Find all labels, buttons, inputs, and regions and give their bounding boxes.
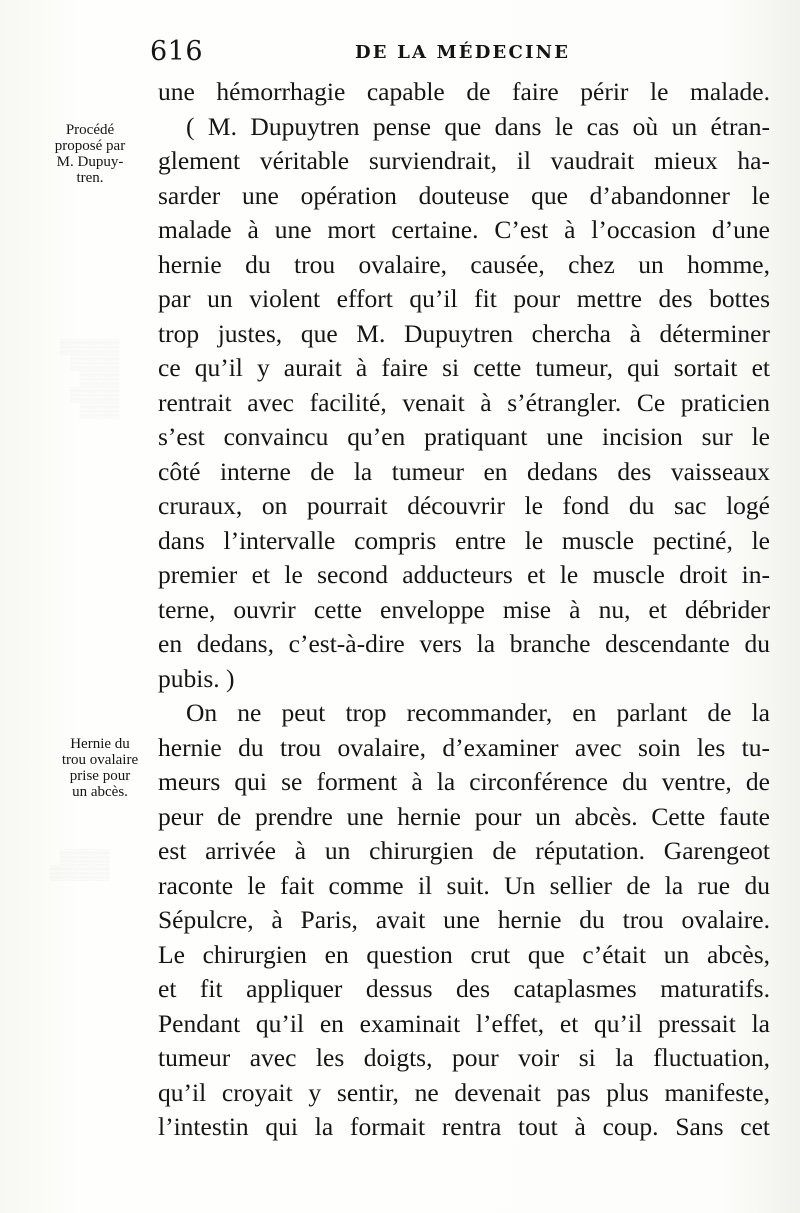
text-line: trop justes, que M. Dupuytren chercha à déterminer	[158, 318, 770, 348]
text-line: en dedans, c’est-à-dire vers la branche descendante du	[158, 629, 770, 658]
text-line: rentrait avec facilité, venait à s’étrangler. Ce praticien	[158, 387, 770, 417]
show-through-decoration: ▒▒▒▒▒ ▒▒▒▒▒▒	[50, 850, 110, 881]
text-line: ce qu’il y aurait à faire si cette tumeur, qui sortait et	[158, 353, 770, 382]
text-line: premier et le second adducteurs et le muscle droit in-	[158, 560, 770, 589]
text-line: cruraux, on pourrait découvrir le fond du sac logé	[158, 491, 770, 520]
text-line: dans l’intervalle compris entre le muscle pectiné, le	[158, 525, 770, 555]
margin-note-line: un abcès.	[72, 784, 128, 800]
text-line: est arrivée à un chirurgien de réputation. Garengeot	[158, 836, 770, 865]
show-through-decoration: ▒▒▒▒▒▒ ▒▒▒▒▒ ▒▒▒▒ ▒▒▒▒▒ ▒▒▒▒	[60, 340, 120, 419]
margin-note-line: trou ovalaire	[61, 752, 139, 768]
body-text	[158, 75, 770, 1145]
text-line: l’intestin qui la formait rentra tout à coup. Sans cet	[158, 1112, 770, 1141]
text-line: Pendant qu’il en examinait l’effet, et qu’il pressait la	[158, 1008, 770, 1038]
text-line: malade à une mort certaine. C’est à l’occasion d’une	[158, 215, 770, 244]
margin-note-procedure	[34, 122, 146, 186]
text-line: glement véritable surviendrait, il vaudrait mieux ha-	[158, 146, 770, 175]
text-line: côté interne de la tumeur en dedans des vaisseaux	[158, 456, 770, 486]
text-line: sarder une opération douteuse que d’abandonner le	[158, 180, 770, 210]
text-line: On ne peut trop recommander, en parlant de la	[186, 698, 770, 727]
margin-note-line: proposé par	[54, 138, 126, 154]
text-line: tumeur avec les doigts, pour voir si la fluctuation,	[158, 1043, 770, 1072]
text-line: terne, ouvrir cette enveloppe mise à nu, et débrider	[158, 594, 770, 624]
text-line: pubis. )	[158, 663, 235, 693]
text-line: raconte le fait comme il suit. Un sellier de la rue du	[158, 870, 770, 900]
text-line: Le chirurgien en question crut que c’était un abcès,	[158, 939, 770, 969]
margin-note-line: M. Dupuy-	[56, 154, 124, 170]
running-head: DE LA MÉDECINE	[355, 42, 571, 63]
page-number: 616	[150, 36, 204, 67]
margin-note-line: prise pour	[69, 768, 131, 784]
text-line: hernie du trou ovalaire, causée, chez un homme,	[158, 249, 770, 279]
text-line: et fit appliquer dessus des cataplasmes maturatifs.	[158, 974, 770, 1003]
text-line: meurs qui se forment à la circonférence du ventre, de	[158, 767, 770, 796]
margin-note-line: Procédé	[65, 122, 115, 138]
text-line: par un violent effort qu’il fit pour mettre des bottes	[158, 284, 770, 313]
text-line: qu’il croyait y sentir, ne devenait pas plus manifeste,	[158, 1077, 770, 1107]
margin-note-line: tren.	[76, 170, 104, 186]
text-line: peur de prendre une hernie pour un abcès. Cette faute	[158, 801, 770, 831]
margin-note-line: Hernie du	[70, 736, 130, 752]
page-header	[150, 34, 780, 74]
margin-note-hernia	[40, 736, 160, 800]
text-line: hernie du trou ovalaire, d’examiner avec soin les tu-	[158, 732, 770, 762]
text-line: ( M. Dupuytren pense que dans le cas où un étran-	[186, 111, 770, 141]
text-line: s’est convaincu qu’en pratiquant une incision sur le	[158, 422, 770, 451]
text-line: une hémorrhagie capable de faire périr le malade.	[158, 77, 770, 106]
text-line: Sépulcre, à Paris, avait une hernie du trou ovalaire.	[158, 905, 770, 934]
